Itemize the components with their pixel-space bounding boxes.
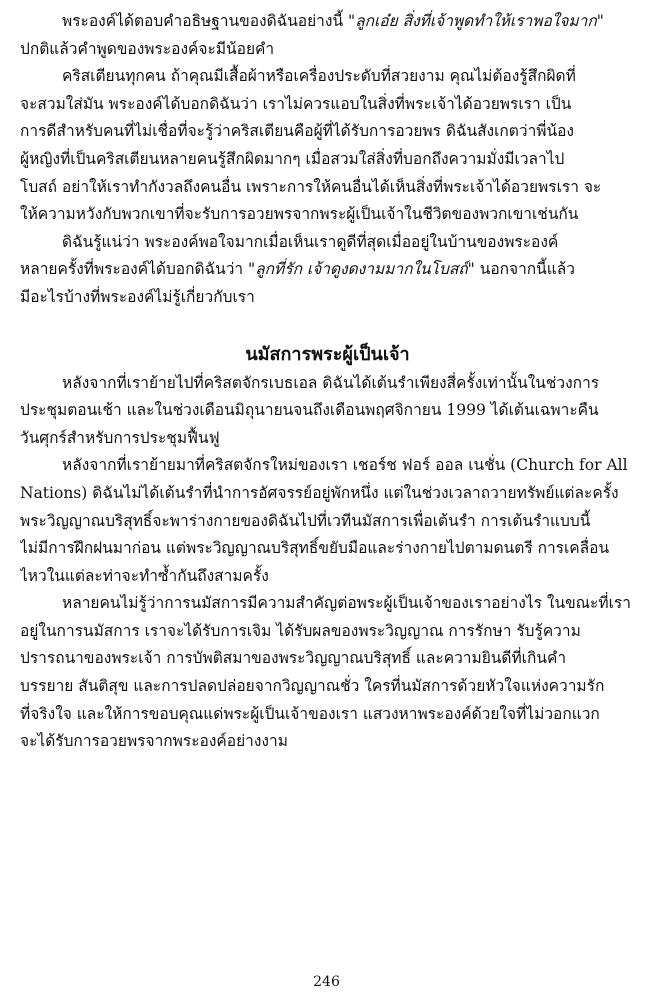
text-line: ดิฉันรู้แน่ว่า พระองค์พอใจมากเมื่อเห็นเราดูดีที่สุดเมื่ออยู่ในบ้านของพระองค์ <box>62 232 559 251</box>
text-line: ปรารถนาของพระเจ้า การบัพติสมาของพระวิญญาณบริสุทธิ์ และความยินดีที่เกินคำ <box>20 649 567 668</box>
text-line: มีอะไรบ้างที่พระองค์ไม่รู้เกี่ยวกับเรา <box>20 287 255 306</box>
text-span: นอกจากนี้แล้ว <box>474 260 575 279</box>
text-line: ไหวในแต่ละท่าจะทำซ้ำกันถึงสามครั้ง <box>20 566 269 585</box>
section-spacer <box>20 312 635 340</box>
text-line: การดีสำหรับคนที่ไม่เชื่อที่จะรู้ว่าคริสเตียนคือผู้ที่ได้รับการอวยพร ดิฉันสังเกตว่าพี่น้อง <box>20 122 574 141</box>
paragraph-6 <box>20 590 635 756</box>
paragraph-5 <box>20 452 635 590</box>
text-line: อยู่ในการนมัสการ เราจะได้รับการเจิม ได้รับผลของพระวิญญาณ การรักษา รับรู้ความ <box>20 621 581 640</box>
text-line: ประชุมตอนเช้า และในช่วงเดือนมิถุนายนจนถึงเดือนพฤศจิกายน 1999 ได้เต้นเฉพาะคืน <box>20 401 599 420</box>
text-line: หลายคนไม่รู้ว่าการนมัสการมีความสำคัญต่อพระผู้เป็นเจ้าของเราอย่างไร ในขณะที่เรา <box>62 594 631 613</box>
text-line: Nations) ดิฉันไม่ได้เต้นรำที่นำการอัศจรรย์อยู่พักหนึ่ง แต่ในช่วงเวลาถวายทรัพย์แต่ละครั้ง <box>20 483 619 502</box>
text-line: จะสวมใส่มัน พระองค์ได้บอกดิฉันว่า เราไม่ควรแอบในสิ่งที่พระเจ้าได้อวยพรเรา เป็น <box>20 94 572 113</box>
text-line: ผู้หญิงที่เป็นคริสเตียนหลายคนรู้สึกผิดมากๆ เมื่อสวมใส่สิ่งที่บอกถึงความมั่งมีเวลาไป <box>20 149 565 168</box>
text-line: บรรยาย สันติสุข และการปลดปล่อยจากวิญญาณชั่ว ใครที่นมัสการด้วยหัวใจแห่งความรัก <box>20 677 605 696</box>
page-number: 246 <box>313 974 340 990</box>
paragraph-2 <box>20 63 635 229</box>
text-line: หลังจากที่เราย้ายไปที่คริสตจักรเบธเอล ดิฉันได้เต้นรำเพียงสี่ครั้งเท่านั้นในช่วงการ <box>62 373 600 392</box>
quote-text: "ลูกที่รัก เจ้าดูงดงามมากในโบสถ์" <box>248 260 475 279</box>
text-line: หลังจากที่เราย้ายมาที่คริสตจักรใหม่ของเรา เชอร์ช ฟอร์ ออล เนชั่น (Church for All <box>62 456 628 475</box>
text-line <box>20 256 635 284</box>
quote-text: "ลูกเอ๋ย สิ่งที่เจ้าพูดทำให้เราพอใจมาก" <box>347 12 604 30</box>
text-line <box>20 8 635 36</box>
section-heading: นมัสการพระผู้เป็นเจ้า <box>245 343 410 365</box>
text-line: พระวิญญาณบริสุทธิ์จะพาร่างกายของดิฉันไปที่เวทีนมัสการเพื่อเต้นรำ การเต้นรำแบบนี้ <box>20 511 591 530</box>
text-line: ปกติแล้วคำพูดของพระองค์จะมีน้อยคำ <box>20 39 275 58</box>
text-span: หลายครั้งที่พระองค์ได้บอกดิฉันว่า <box>20 260 249 279</box>
text-span: พระองค์ได้ตอบคำอธิษฐานของดิฉันอย่างนี้ <box>62 12 348 30</box>
paragraph-3 <box>20 229 635 312</box>
paragraph-4 <box>20 370 635 453</box>
paragraph-1 <box>20 8 635 63</box>
text-line: วันศุกร์สำหรับการประชุมฟื้นฟู <box>20 428 220 447</box>
text-line: ไม่มีการฝึกฝนมาก่อน แต่พระวิญญาณบริสุทธิ์ขยับมือและร่างกายไปตามดนตรี การเคลื่อน <box>20 539 610 558</box>
text-line: ให้ความหวังกับพวกเขาที่จะรับการอวยพรจากพระผู้เป็นเจ้าในชีวิตของพวกเขาเช่นกัน <box>20 205 579 224</box>
text-line: คริสเตียนทุกคน ถ้าคุณมีเสื้อผ้าหรือเครื่องประดับที่สวยงาม คุณไม่ต้องรู้สึกผิดที่ <box>62 67 576 86</box>
text-line: จะได้รับการอวยพรจากพระองค์อย่างงาม <box>20 732 288 751</box>
text-line: โบสถ์ อย่าให้เราทำกังวลถึงคนอื่น เพราะการให้คนอื่นได้เห็นสิ่งที่พระเจ้าได้อวยพรเรา จะ <box>20 177 602 196</box>
text-line: ที่จริงใจ และให้การขอบคุณแด่พระผู้เป็นเจ้าของเรา แสวงหาพระองค์ด้วยใจที่ไม่วอกแวก <box>20 704 600 723</box>
